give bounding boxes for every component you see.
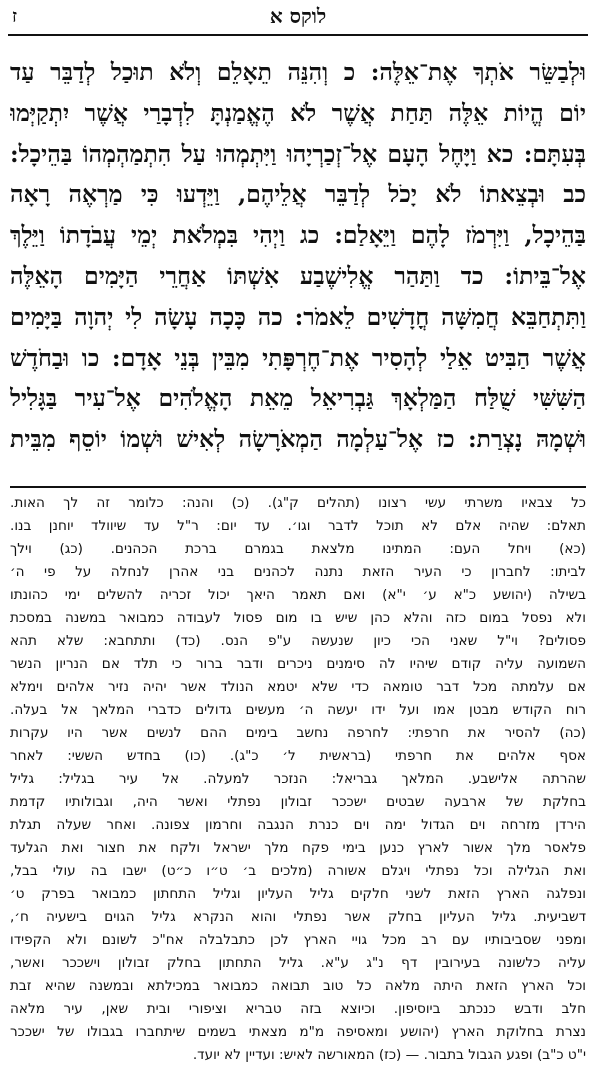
verse-line: וּשְׁמָהּ נָצְרַת: כז אֶל־עַלְמָה הַמְאֹרָשָׂה לְאִישׁ וּשְׁמוֹ יוֹסֵף מִבֵּית: [10, 425, 586, 454]
commentary-line: לביתו: לחברון כי העיר הזאת נתנה לכהנים בני אהרן לנחלה על פי ה׳: [10, 564, 586, 580]
commentary-line: (כה) להסיר את חרפתי: לחרפה נחשב בימים ההם לנשים אשר היו עקרות: [10, 725, 586, 741]
commentary-line: עליה כלשונה בעירובין דף נ"ג ע"א. גליל התחתון בחלק זבולון וישככר ואשר,: [10, 955, 586, 971]
commentary-line: (כא) ויחל העם: המתינו מלצאת בגמרם ברכת הכהנים. (כג) וילך: [10, 541, 586, 557]
commentary-line: וכל הארץ הזאת היתה מלאה כל טוב תבואה כמבואר במכילתא ובמשנה שהיא זבת: [10, 978, 586, 994]
commentary-line: ונפלגה הארץ הזאת לשני חלקים גליל העליון וגליל התחתון כמבואר בפרק ט׳: [10, 886, 586, 902]
commentary-text: [10, 492, 586, 1067]
commentary-line: אסף אלהים את חרפתי (בראשית ל׳ כ"ג). (כו) בחדש הששי: לאחר: [10, 748, 586, 764]
commentary-line: הירדן מזרחה וים הגדול ימה וים כנרת הנגבה וחרמון צפונה. ואחר שעלה תגלת: [10, 817, 586, 833]
verse-text: [10, 52, 586, 460]
verse-line: וַתִּתְחַבֵּא חֲמִשָּׁה חֳדָשִׁים לֵאמֹר: כה כָּכָה עָשָׂה לִי יְהוָה בַּיָּמִים: [10, 302, 586, 331]
running-header: [8, 2, 588, 32]
verse-line: הַשִּׁשִּׁי שֻׁלַּח הַמַּלְאָךְ גַּבְרִיאֵל מֵאֵת הָאֱלֹהִים אֶל־עִיר בַּגָּלִיל: [10, 384, 586, 413]
commentary-line: פסולים? וי"ל שאני הכי כיון שנעשה ע"פ הנס. (כד) ותתחבא: שלא תהא: [10, 633, 586, 649]
commentary-line: כל צבאיו משרתי עשי רצונו (תהלים ק"ג). (כ) והנה: כלומר זה לך האות.: [10, 495, 586, 511]
verse-line: בַּהֵיכָל, וַיִּרְמֹז לָהֶם וַיֵּאָלַם: כג וַיְהִי בִּמְלֹאת יְמֵי עֲבֹדָתוֹ וַיֵּלֶךְ: [10, 221, 586, 250]
commentary-line: פלאסר מלך אשור לארץ כנען בימי פקח מלך ישראל ולקח את חצור ואת הגלעד: [10, 840, 586, 856]
verse-line: וּלְבַשֵּׂר אֹתְךָ אֶת־אֵלֶּה: כ וְהִנֵּה תֵאָלֵם וְלֹא תוּכַל לְדַבֵּר עַד: [10, 58, 586, 86]
section-divider: [10, 486, 586, 488]
verse-line: כב וּבְצֵאתוֹ לֹא יָכֹל לְדַבֵּר אֲלֵיהֶם, וַיֵּדְעוּ כִּי מַרְאֶה רָאָה: [10, 180, 586, 209]
commentary-line: בחלקת של ארבעה שבטים ישככר זבולון נפתלי ואשר היה, וגבולותיו קדמת: [10, 794, 586, 810]
commentary-line: שהרתה אלישבע. המלאך גבריאל: הנזכר למעלה. אל עיר בגליל: גליל: [10, 771, 586, 787]
commentary-line: בשילה (יהושע כ"א ע׳ י"א) ואם תאמר היאך יכול זכריה להשלים ימי כהונתו: [10, 587, 586, 603]
commentary-line: רוח הקודש מבטן אמו ועל ידו יעשה ה׳ מעשים גדולים כדברי המלאך אל בעלה.: [10, 702, 586, 718]
verse-line: בְּעִתָּם: כא וַיָּחֶל הָעָם אֶל־זְכַרְיָהוּ וַיִּתְמְהוּ עַל הִתְמַהְמְהוֹ בַּהֵיכָל:: [10, 139, 586, 168]
verse-line: אֶל־בֵּיתוֹ: כד וַתַּהַר אֱלִישֶׁבַע אִשְׁתּוֹ אַחֲרֵי הַיָּמִים הָאֵלֶּה: [10, 261, 586, 290]
commentary-line: נצרת בחלוקת הארץ (יהושע ומאסיפה מ"מ מצאתי בשמים שיתחברו בגבולו של ישככר: [10, 1024, 586, 1040]
commentary-line: ולא נפסל במום כזה והלא כהן שיש בו מום פסול לעבודה כמבואר במשנה במסכת: [10, 610, 586, 626]
page-number: ז: [12, 6, 18, 27]
commentary-line: תאלם: שהיה אלם לא תוכל לדבר וגו׳. עד יום: ר"ל עד שיוולד יוחנן בנו.: [10, 518, 586, 534]
commentary-line: חלב ודבש כנכתב ביוסיפון. וכיוצא בזה טבריא וציפורי ובית שאן, עיר מלאה: [10, 1001, 586, 1017]
commentary-line: השמועה עליה קודם שיהיו לה סימנים ניכרים ודבר ברור כי תלד אם הנריון הנשר: [10, 656, 586, 672]
commentary-line: אם עלמתה מכל דבר טומאה כדי שלא יטמא הנולד אשר יהיה נזיר אלהים וימלא: [10, 679, 586, 695]
running-title: לוקס א: [269, 4, 327, 28]
verse-line: אֲשֶׁר הַבִּיט אֵלַי לְהָסִיר אֶת־חֶרְפָּתִי מִבֵּין בְּנֵי אָדָם: כו וּבַחֹדֶשׁ: [10, 343, 586, 372]
commentary-line: דשביעית. גליל העליון בחלק אשר נפתלי והוא הנקרא גליל הגוים בישעיה ח׳,: [10, 909, 586, 925]
commentary-line: ומפני שסביבותיו עם רב מכל גויי הארץ לכן כתבלבלה אח"כ לשונם ולא הקפידו: [10, 932, 586, 948]
commentary-line: י"ט כ"ב) ופגע הגבול בתבור. — (כז) המאורשה לאיש: ועדיין לא יועד.: [192, 1047, 586, 1063]
commentary-line: ואת הגלילה וכל נפתלי ויגלם אשורה (מלכים ב׳ ט״ו כ״ט) ישבו בה עולי בבל,: [10, 863, 586, 879]
verse-line: יוֹם הֱיוֹת אֵלֶּה תַּחַת אֲשֶׁר לֹא הֶאֱמַנְתָּ לִדְבָרַי אֲשֶׁר יִתְקַיְּמוּ: [10, 98, 586, 127]
header-rule: [8, 34, 588, 36]
